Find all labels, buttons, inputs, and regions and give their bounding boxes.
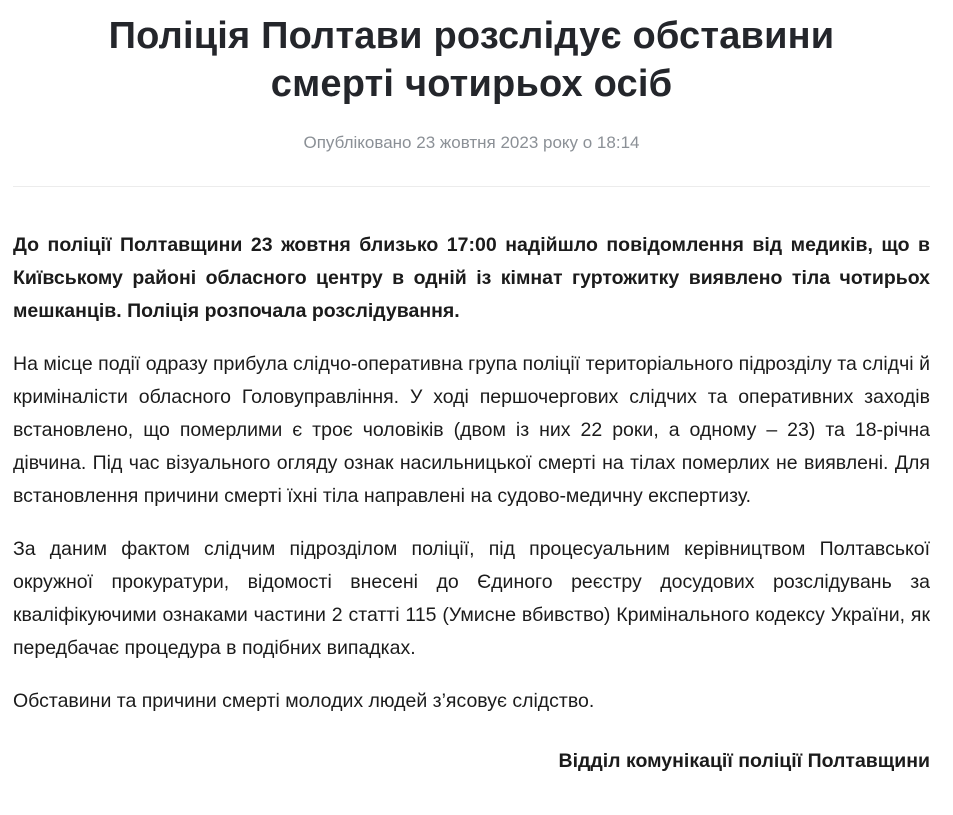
body-paragraph: На місце події одразу прибула слідчо-оперативна група поліції територіального підрозділу та слідчі й криміналісти обласного Головуправління. У ході першочергових слідчих та оперативних заходів встановлено, що померлими є троє чоловіків (двом із них 22 роки, а одному – 23) та 18-річна дівчина. Під час візуального огляду ознак насильницької смерті на тілах померлих не виявлені. Для встановлення причини смерті їхні тіла направлені на судово-медичну експертизу. <box>13 353 930 507</box>
publish-date: Опубліковано 23 жовтня 2023 року о 18:14 <box>303 133 640 152</box>
article-byline: Відділ комунікації поліції Полтавщини <box>558 750 930 772</box>
article-body <box>13 229 930 773</box>
lead-paragraph: До поліції Полтавщини 23 жовтня близько 17:00 надійшло повідомлення від медиків, що в Київському районі обласного центру в одній із кімнат гуртожитку виявлено тіла чотирьох мешканців. Поліція розпочала розслідування. <box>13 234 930 322</box>
article-title: Поліція Полтави розслідує обставини смерті чотирьох осіб <box>108 15 835 105</box>
body-paragraph: За даним фактом слідчим підрозділом поліції, під процесуальним керівництвом Полтавської окружної прокуратури, відомості внесені до Єдиного реєстру досудових розслідувань за кваліфікуючими ознаками частини 2 статті 115 (Умисне вбивство) Кримінального кодексу України, як передбачає процедура в подібних випадках. <box>13 538 930 659</box>
header-divider <box>13 186 930 187</box>
body-paragraph: Обставини та причини смерті молодих людей з’ясовує слідство. <box>13 690 595 712</box>
